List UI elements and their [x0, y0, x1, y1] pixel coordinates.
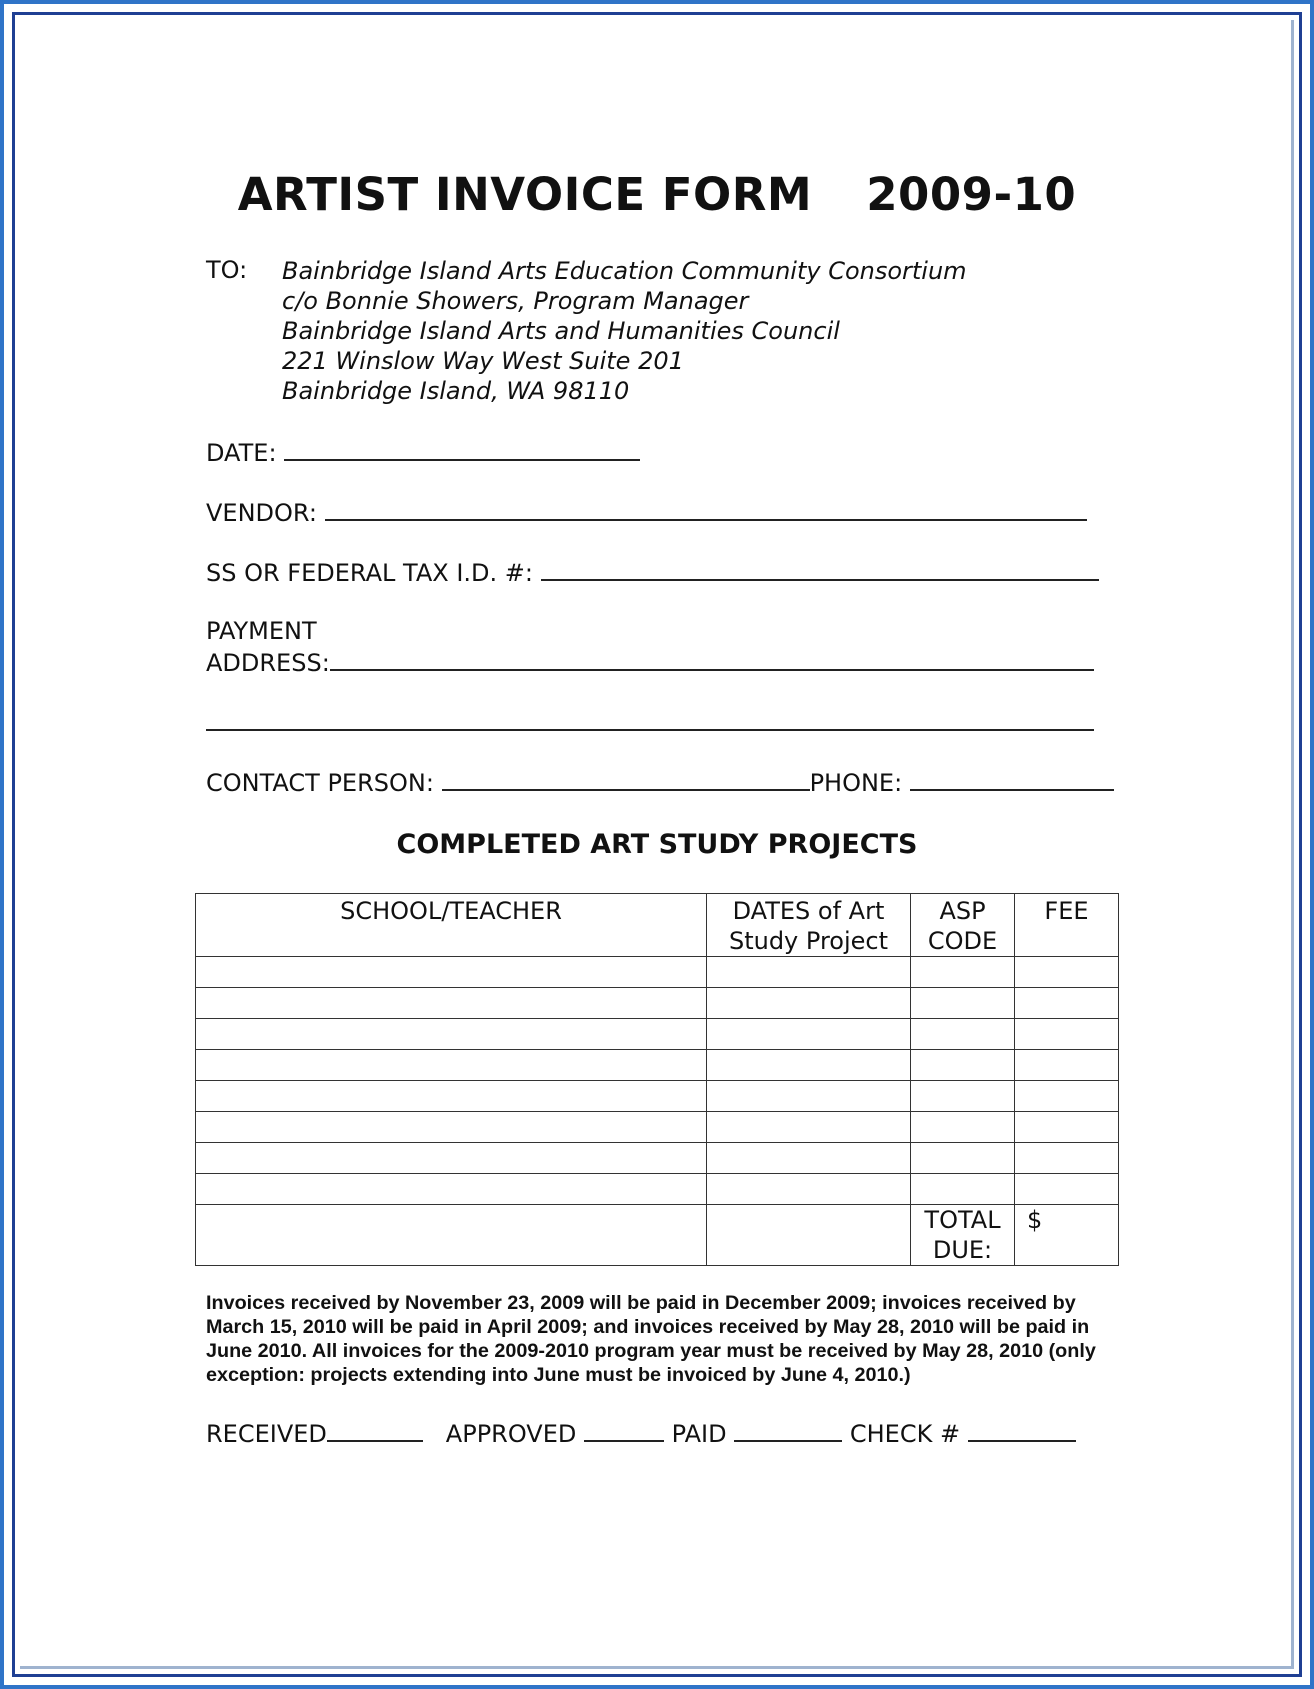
- payment-address-line-2: [206, 707, 1094, 737]
- contact-field: [206, 767, 1114, 797]
- payment-schedule-note: Invoices received by November 23, 2009 will be paid in December 2009; invoices received by March 15, 2010 will be paid in April 2009; and invoices received by May 28, 2010 will be paid in June 2010. All invoices for the 2009-2010 program year must be received by May 28, 2010 (only exception: projects extending into June must be invoiced by June 4, 2010.): [206, 1292, 1096, 1386]
- header-fee: FEE: [1015, 894, 1119, 957]
- fee-cell[interactable]: [1015, 988, 1119, 1019]
- asp-cell[interactable]: [911, 1019, 1015, 1050]
- asp-cell[interactable]: [911, 1112, 1015, 1143]
- dates-cell[interactable]: [707, 1050, 911, 1081]
- payment-address-label-top: PAYMENT: [206, 617, 317, 645]
- check-input-line[interactable]: [968, 1418, 1076, 1442]
- check-label: CHECK #: [849, 1420, 961, 1448]
- tax-id-label: SS OR FEDERAL TAX I.D. #:: [206, 559, 533, 587]
- vendor-field: [206, 497, 1087, 527]
- office-use-row: [206, 1418, 1076, 1448]
- payment-address-input-line-2[interactable]: [206, 707, 1094, 731]
- received-input-line[interactable]: [327, 1418, 423, 1442]
- vendor-input-line[interactable]: [325, 497, 1087, 521]
- fee-cell[interactable]: [1015, 1174, 1119, 1205]
- date-field: [206, 437, 640, 467]
- table-row: [196, 988, 1119, 1019]
- fee-cell[interactable]: [1015, 1143, 1119, 1174]
- dates-cell[interactable]: [707, 1112, 911, 1143]
- total-due-amount[interactable]: $: [1015, 1205, 1119, 1266]
- total-due-label: [911, 1205, 1015, 1266]
- tax-id-input-line[interactable]: [541, 557, 1099, 581]
- total-label-line: DUE:: [932, 1236, 993, 1264]
- received-label: RECEIVED: [206, 1420, 327, 1448]
- table-row: [196, 1081, 1119, 1112]
- dates-cell[interactable]: [707, 957, 911, 988]
- fee-cell[interactable]: [1015, 957, 1119, 988]
- asp-cell[interactable]: [911, 1143, 1015, 1174]
- asp-cell[interactable]: [911, 1050, 1015, 1081]
- header-asp-line: CODE: [927, 927, 998, 955]
- contact-label: CONTACT PERSON:: [206, 769, 434, 797]
- asp-cell[interactable]: [911, 957, 1015, 988]
- table-row: [196, 1143, 1119, 1174]
- fee-cell[interactable]: [1015, 1081, 1119, 1112]
- dates-cell[interactable]: [707, 1174, 911, 1205]
- vendor-label: VENDOR:: [206, 499, 317, 527]
- total-label-line: TOTAL: [924, 1206, 1001, 1234]
- table-row: [196, 1112, 1119, 1143]
- paid-label: PAID: [671, 1420, 727, 1448]
- payment-address-label: ADDRESS:: [206, 649, 330, 677]
- phone-label: PHONE:: [809, 769, 903, 797]
- form-title-main: ARTIST INVOICE FORM: [237, 168, 813, 221]
- table-row: [196, 957, 1119, 988]
- school-cell[interactable]: [196, 1050, 707, 1081]
- asp-cell[interactable]: [911, 1081, 1015, 1112]
- asp-cell[interactable]: [911, 988, 1015, 1019]
- total-row-dates-cell: [707, 1205, 911, 1266]
- form-title: [0, 168, 1314, 221]
- section-title: COMPLETED ART STUDY PROJECTS: [396, 829, 918, 860]
- projects-table: [195, 893, 1119, 1266]
- school-cell[interactable]: [196, 1081, 707, 1112]
- header-asp-code: [911, 894, 1015, 957]
- school-cell[interactable]: [196, 1019, 707, 1050]
- table-row: [196, 1050, 1119, 1081]
- dates-cell[interactable]: [707, 1143, 911, 1174]
- header-dates-line: Study Project: [728, 927, 889, 955]
- recipient-line: 221 Winslow Way West Suite 201: [282, 347, 684, 375]
- asp-cell[interactable]: [911, 1174, 1015, 1205]
- contact-input-line[interactable]: [442, 767, 810, 791]
- approved-input-line[interactable]: [584, 1418, 664, 1442]
- to-label: TO:: [206, 256, 248, 284]
- school-cell[interactable]: [196, 988, 707, 1019]
- recipient-line: Bainbridge Island, WA 98110: [282, 377, 630, 405]
- date-input-line[interactable]: [284, 437, 640, 461]
- recipient-line: Bainbridge Island Arts and Humanities Council: [282, 317, 840, 345]
- table-row: [196, 1019, 1119, 1050]
- fee-cell[interactable]: [1015, 1019, 1119, 1050]
- header-dates-line: DATES of Art: [732, 897, 885, 925]
- table-header-row: [196, 894, 1119, 957]
- fee-cell[interactable]: [1015, 1112, 1119, 1143]
- total-row-school-cell: [196, 1205, 707, 1266]
- recipient-address: [282, 256, 967, 406]
- phone-input-line[interactable]: [910, 767, 1114, 791]
- table-row: [196, 1174, 1119, 1205]
- school-cell[interactable]: [196, 1143, 707, 1174]
- fee-cell[interactable]: [1015, 1050, 1119, 1081]
- recipient-line: Bainbridge Island Arts Education Community Consortium: [282, 257, 967, 285]
- recipient-line: c/o Bonnie Showers, Program Manager: [282, 287, 749, 315]
- header-dates: [707, 894, 911, 957]
- date-label: DATE:: [206, 439, 277, 467]
- paid-input-line[interactable]: [734, 1418, 842, 1442]
- header-asp-line: ASP: [939, 897, 986, 925]
- approved-label: APPROVED: [445, 1420, 577, 1448]
- dates-cell[interactable]: [707, 1019, 911, 1050]
- tax-id-field: [206, 557, 1099, 587]
- payment-address-field: [206, 647, 1094, 677]
- dates-cell[interactable]: [707, 1081, 911, 1112]
- payment-address-input-line[interactable]: [330, 647, 1094, 671]
- school-cell[interactable]: [196, 1174, 707, 1205]
- form-title-year: 2009-10: [866, 168, 1077, 221]
- total-row: [196, 1205, 1119, 1266]
- header-school-teacher: SCHOOL/TEACHER: [196, 894, 707, 957]
- dates-cell[interactable]: [707, 988, 911, 1019]
- school-cell[interactable]: [196, 957, 707, 988]
- school-cell[interactable]: [196, 1112, 707, 1143]
